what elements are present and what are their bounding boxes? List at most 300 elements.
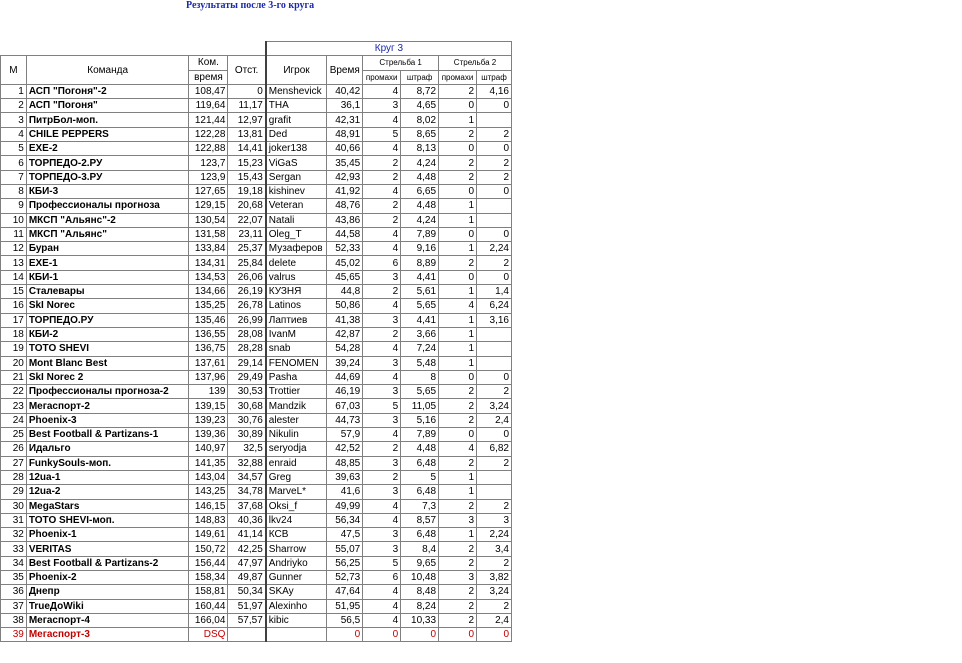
shoot2-misses-cell[interactable]: 0: [439, 428, 477, 442]
time-cell[interactable]: 41,6: [327, 485, 363, 499]
shoot2-misses-cell[interactable]: 4: [439, 299, 477, 313]
place-cell[interactable]: 11: [1, 227, 27, 241]
gap-cell[interactable]: 25,84: [228, 256, 266, 270]
shoot1-misses-cell[interactable]: 4: [363, 428, 401, 442]
shoot2-misses-cell[interactable]: 2: [439, 613, 477, 627]
total-time-cell[interactable]: 140,97: [189, 442, 228, 456]
time-cell[interactable]: 52,73: [327, 570, 363, 584]
player-cell[interactable]: КСВ: [266, 528, 327, 542]
place-cell[interactable]: 31: [1, 513, 27, 527]
gap-cell[interactable]: 50,34: [228, 585, 266, 599]
shoot1-penalty-cell[interactable]: 4,65: [401, 99, 439, 113]
shoot1-misses-cell[interactable]: 3: [363, 99, 401, 113]
shoot2-misses-cell[interactable]: 2: [439, 585, 477, 599]
team-cell[interactable]: Мегаспорт-3: [26, 628, 189, 642]
shoot1-penalty-cell[interactable]: 9,65: [401, 556, 439, 570]
shoot1-misses-cell[interactable]: 3: [363, 385, 401, 399]
shoot1-misses-cell[interactable]: 4: [363, 242, 401, 256]
shoot2-misses-cell[interactable]: 0: [439, 142, 477, 156]
gap-cell[interactable]: 47,97: [228, 556, 266, 570]
total-time-cell[interactable]: 139,15: [189, 399, 228, 413]
time-cell[interactable]: 49,99: [327, 499, 363, 513]
gap-cell[interactable]: 11,17: [228, 99, 266, 113]
place-cell[interactable]: 13: [1, 256, 27, 270]
gap-cell[interactable]: 29,49: [228, 370, 266, 384]
shoot2-penalty-cell[interactable]: 2: [477, 256, 512, 270]
player-cell[interactable]: alester: [266, 413, 327, 427]
time-cell[interactable]: 0: [327, 628, 363, 642]
player-cell[interactable]: Latinos: [266, 299, 327, 313]
player-cell[interactable]: grafit: [266, 113, 327, 127]
shoot2-penalty-cell[interactable]: [477, 327, 512, 341]
shoot1-misses-cell[interactable]: 3: [363, 456, 401, 470]
time-cell[interactable]: 57,9: [327, 428, 363, 442]
shoot1-misses-cell[interactable]: 5: [363, 399, 401, 413]
shoot1-penalty-cell[interactable]: 8,48: [401, 585, 439, 599]
gap-cell[interactable]: 28,28: [228, 342, 266, 356]
shoot2-misses-cell[interactable]: 2: [439, 84, 477, 98]
shoot1-misses-cell[interactable]: 2: [363, 285, 401, 299]
shoot2-misses-cell[interactable]: 2: [439, 385, 477, 399]
shoot1-misses-cell[interactable]: 2: [363, 470, 401, 484]
team-cell[interactable]: Идальго: [26, 442, 189, 456]
team-cell[interactable]: TOTO SHEVI: [26, 342, 189, 356]
total-time-cell[interactable]: 131,58: [189, 227, 228, 241]
player-cell[interactable]: valrus: [266, 270, 327, 284]
time-cell[interactable]: 43,86: [327, 213, 363, 227]
player-cell[interactable]: Veteran: [266, 199, 327, 213]
time-cell[interactable]: 42,93: [327, 170, 363, 184]
place-cell[interactable]: 25: [1, 428, 27, 442]
shoot1-misses-cell[interactable]: 4: [363, 342, 401, 356]
shoot1-penalty-cell[interactable]: 5,16: [401, 413, 439, 427]
place-cell[interactable]: 27: [1, 456, 27, 470]
gap-cell[interactable]: 30,76: [228, 413, 266, 427]
team-cell[interactable]: Phoenix-1: [26, 528, 189, 542]
shoot1-penalty-cell[interactable]: 4,48: [401, 442, 439, 456]
player-cell[interactable]: Sharrow: [266, 542, 327, 556]
shoot2-misses-cell[interactable]: 0: [439, 184, 477, 198]
shoot1-penalty-cell[interactable]: 5,65: [401, 299, 439, 313]
shoot1-penalty-cell[interactable]: 7,89: [401, 227, 439, 241]
shoot2-penalty-cell[interactable]: [477, 485, 512, 499]
gap-cell[interactable]: 15,23: [228, 156, 266, 170]
team-cell[interactable]: МКСП "Альянс": [26, 227, 189, 241]
shoot2-penalty-cell[interactable]: 3,24: [477, 585, 512, 599]
player-cell[interactable]: Gunner: [266, 570, 327, 584]
time-cell[interactable]: 41,92: [327, 184, 363, 198]
shoot2-penalty-cell[interactable]: [477, 470, 512, 484]
total-time-cell[interactable]: 137,61: [189, 356, 228, 370]
shoot2-misses-cell[interactable]: 2: [439, 456, 477, 470]
gap-cell[interactable]: 34,57: [228, 470, 266, 484]
total-time-cell[interactable]: 141,35: [189, 456, 228, 470]
time-cell[interactable]: 45,02: [327, 256, 363, 270]
shoot2-misses-cell[interactable]: 0: [439, 99, 477, 113]
gap-cell[interactable]: 41,14: [228, 528, 266, 542]
time-cell[interactable]: 40,42: [327, 84, 363, 98]
place-cell[interactable]: 19: [1, 342, 27, 356]
place-cell[interactable]: 4: [1, 127, 27, 141]
place-cell[interactable]: 2: [1, 99, 27, 113]
time-cell[interactable]: 44,58: [327, 227, 363, 241]
shoot1-misses-cell[interactable]: 4: [363, 184, 401, 198]
shoot2-misses-cell[interactable]: 1: [439, 485, 477, 499]
shoot2-misses-cell[interactable]: 1: [439, 470, 477, 484]
player-cell[interactable]: lkv24: [266, 513, 327, 527]
gap-cell[interactable]: 26,06: [228, 270, 266, 284]
player-cell[interactable]: Музаферов: [266, 242, 327, 256]
team-cell[interactable]: TrueДоWiki: [26, 599, 189, 613]
player-cell[interactable]: ViGaS: [266, 156, 327, 170]
shoot2-penalty-cell[interactable]: 0: [477, 370, 512, 384]
player-cell[interactable]: Sergan: [266, 170, 327, 184]
place-cell[interactable]: 26: [1, 442, 27, 456]
shoot1-misses-cell[interactable]: 2: [363, 170, 401, 184]
shoot2-misses-cell[interactable]: 2: [439, 256, 477, 270]
team-cell[interactable]: FunkySouls-моп.: [26, 456, 189, 470]
shoot1-penalty-cell[interactable]: 8: [401, 370, 439, 384]
team-cell[interactable]: КБИ-1: [26, 270, 189, 284]
place-cell[interactable]: 18: [1, 327, 27, 341]
player-cell[interactable]: Nikulin: [266, 428, 327, 442]
shoot2-misses-cell[interactable]: 1: [439, 356, 477, 370]
total-time-cell[interactable]: 148,83: [189, 513, 228, 527]
shoot1-penalty-cell[interactable]: 7,89: [401, 428, 439, 442]
team-cell[interactable]: Профессионалы прогноза: [26, 199, 189, 213]
player-cell[interactable]: Pasha: [266, 370, 327, 384]
shoot2-misses-cell[interactable]: 1: [439, 242, 477, 256]
shoot2-misses-cell[interactable]: 0: [439, 370, 477, 384]
shoot2-misses-cell[interactable]: 3: [439, 513, 477, 527]
shoot2-penalty-cell[interactable]: 0: [477, 428, 512, 442]
team-cell[interactable]: ТОРПЕДО-3.РУ: [26, 170, 189, 184]
shoot1-misses-cell[interactable]: 4: [363, 299, 401, 313]
shoot1-penalty-cell[interactable]: 4,24: [401, 213, 439, 227]
team-cell[interactable]: SkI Norec 2: [26, 370, 189, 384]
place-cell[interactable]: 9: [1, 199, 27, 213]
shoot1-misses-cell[interactable]: 4: [363, 142, 401, 156]
team-cell[interactable]: 12ua-2: [26, 485, 189, 499]
shoot1-misses-cell[interactable]: 3: [363, 413, 401, 427]
player-cell[interactable]: FENOMEN: [266, 356, 327, 370]
shoot2-misses-cell[interactable]: 2: [439, 156, 477, 170]
shoot1-misses-cell[interactable]: 2: [363, 156, 401, 170]
gap-cell[interactable]: 15,43: [228, 170, 266, 184]
gap-cell[interactable]: 13,81: [228, 127, 266, 141]
place-cell[interactable]: 21: [1, 370, 27, 384]
team-cell[interactable]: Буран: [26, 242, 189, 256]
shoot1-misses-cell[interactable]: 4: [363, 370, 401, 384]
place-cell[interactable]: 12: [1, 242, 27, 256]
shoot1-penalty-cell[interactable]: 10,33: [401, 613, 439, 627]
team-cell[interactable]: Сталевары: [26, 285, 189, 299]
total-time-cell[interactable]: 134,66: [189, 285, 228, 299]
shoot1-penalty-cell[interactable]: 5: [401, 470, 439, 484]
shoot2-misses-cell[interactable]: 2: [439, 542, 477, 556]
place-cell[interactable]: 39: [1, 628, 27, 642]
team-cell[interactable]: TOTO SHEVI-моп.: [26, 513, 189, 527]
shoot1-misses-cell[interactable]: 4: [363, 84, 401, 98]
gap-cell[interactable]: 40,36: [228, 513, 266, 527]
shoot1-misses-cell[interactable]: 4: [363, 513, 401, 527]
place-cell[interactable]: 17: [1, 313, 27, 327]
gap-cell[interactable]: 49,87: [228, 570, 266, 584]
shoot1-penalty-cell[interactable]: 4,48: [401, 170, 439, 184]
team-cell[interactable]: Best Football & Partizans-1: [26, 428, 189, 442]
shoot2-penalty-cell[interactable]: 0: [477, 270, 512, 284]
total-time-cell[interactable]: 130,54: [189, 213, 228, 227]
place-cell[interactable]: 20: [1, 356, 27, 370]
shoot2-penalty-cell[interactable]: [477, 342, 512, 356]
gap-cell[interactable]: 26,19: [228, 285, 266, 299]
shoot2-penalty-cell[interactable]: 0: [477, 99, 512, 113]
shoot2-misses-cell[interactable]: 2: [439, 399, 477, 413]
shoot1-penalty-cell[interactable]: 11,05: [401, 399, 439, 413]
shoot2-penalty-cell[interactable]: 2,4: [477, 413, 512, 427]
shoot1-penalty-cell[interactable]: 8,57: [401, 513, 439, 527]
shoot1-misses-cell[interactable]: 5: [363, 556, 401, 570]
total-time-cell[interactable]: 119,64: [189, 99, 228, 113]
total-time-cell[interactable]: 156,44: [189, 556, 228, 570]
place-cell[interactable]: 24: [1, 413, 27, 427]
shoot2-misses-cell[interactable]: 1: [439, 327, 477, 341]
total-time-cell[interactable]: 123,7: [189, 156, 228, 170]
shoot1-penalty-cell[interactable]: 6,48: [401, 528, 439, 542]
shoot2-penalty-cell[interactable]: 2: [477, 556, 512, 570]
player-cell[interactable]: SKAy: [266, 585, 327, 599]
gap-cell[interactable]: 42,25: [228, 542, 266, 556]
team-cell[interactable]: VERITAS: [26, 542, 189, 556]
time-cell[interactable]: 48,91: [327, 127, 363, 141]
team-cell[interactable]: Mont Blanc Best: [26, 356, 189, 370]
place-cell[interactable]: 1: [1, 84, 27, 98]
player-cell[interactable]: Alexinho: [266, 599, 327, 613]
player-cell[interactable]: IvanM: [266, 327, 327, 341]
shoot1-misses-cell[interactable]: 4: [363, 599, 401, 613]
shoot1-penalty-cell[interactable]: 5,48: [401, 356, 439, 370]
place-cell[interactable]: 29: [1, 485, 27, 499]
total-time-cell[interactable]: 135,25: [189, 299, 228, 313]
shoot1-penalty-cell[interactable]: 8,4: [401, 542, 439, 556]
shoot1-misses-cell[interactable]: 3: [363, 356, 401, 370]
shoot2-penalty-cell[interactable]: [477, 113, 512, 127]
gap-cell[interactable]: 12,97: [228, 113, 266, 127]
player-cell[interactable]: enraid: [266, 456, 327, 470]
time-cell[interactable]: 42,31: [327, 113, 363, 127]
shoot1-misses-cell[interactable]: 3: [363, 313, 401, 327]
gap-cell[interactable]: 34,78: [228, 485, 266, 499]
player-cell[interactable]: delete: [266, 256, 327, 270]
time-cell[interactable]: 41,38: [327, 313, 363, 327]
shoot2-penalty-cell[interactable]: 3,16: [477, 313, 512, 327]
player-cell[interactable]: Menshevick: [266, 84, 327, 98]
shoot2-misses-cell[interactable]: 1: [439, 213, 477, 227]
time-cell[interactable]: 51,95: [327, 599, 363, 613]
shoot1-penalty-cell[interactable]: 6,65: [401, 184, 439, 198]
shoot1-misses-cell[interactable]: 3: [363, 542, 401, 556]
team-cell[interactable]: АСП "Погоня": [26, 99, 189, 113]
shoot1-penalty-cell[interactable]: 8,72: [401, 84, 439, 98]
shoot1-misses-cell[interactable]: 4: [363, 613, 401, 627]
shoot1-misses-cell[interactable]: 2: [363, 442, 401, 456]
gap-cell[interactable]: 30,53: [228, 385, 266, 399]
shoot2-penalty-cell[interactable]: 6,24: [477, 299, 512, 313]
shoot1-misses-cell[interactable]: 2: [363, 199, 401, 213]
shoot2-misses-cell[interactable]: 1: [439, 342, 477, 356]
gap-cell[interactable]: 26,78: [228, 299, 266, 313]
shoot1-penalty-cell[interactable]: 8,65: [401, 127, 439, 141]
shoot2-penalty-cell[interactable]: 2: [477, 499, 512, 513]
shoot1-misses-cell[interactable]: 5: [363, 127, 401, 141]
total-time-cell[interactable]: 139: [189, 385, 228, 399]
player-cell[interactable]: Ded: [266, 127, 327, 141]
shoot2-penalty-cell[interactable]: 3,4: [477, 542, 512, 556]
total-time-cell[interactable]: 158,81: [189, 585, 228, 599]
team-cell[interactable]: Мегаспорт-4: [26, 613, 189, 627]
gap-cell[interactable]: 32,5: [228, 442, 266, 456]
shoot2-penalty-cell[interactable]: [477, 356, 512, 370]
total-time-cell[interactable]: 134,31: [189, 256, 228, 270]
total-time-cell[interactable]: 139,36: [189, 428, 228, 442]
shoot1-misses-cell[interactable]: 3: [363, 528, 401, 542]
shoot2-penalty-cell[interactable]: 2: [477, 156, 512, 170]
shoot2-penalty-cell[interactable]: 0: [477, 227, 512, 241]
time-cell[interactable]: 56,34: [327, 513, 363, 527]
time-cell[interactable]: 67,03: [327, 399, 363, 413]
place-cell[interactable]: 3: [1, 113, 27, 127]
shoot1-misses-cell[interactable]: 6: [363, 570, 401, 584]
team-cell[interactable]: КБИ-2: [26, 327, 189, 341]
place-cell[interactable]: 6: [1, 156, 27, 170]
total-time-cell[interactable]: 149,61: [189, 528, 228, 542]
shoot2-misses-cell[interactable]: 0: [439, 270, 477, 284]
player-cell[interactable]: Greg: [266, 470, 327, 484]
shoot1-misses-cell[interactable]: 3: [363, 270, 401, 284]
time-cell[interactable]: 48,85: [327, 456, 363, 470]
place-cell[interactable]: 15: [1, 285, 27, 299]
total-time-cell[interactable]: 150,72: [189, 542, 228, 556]
total-time-cell[interactable]: 136,55: [189, 327, 228, 341]
shoot1-misses-cell[interactable]: 0: [363, 628, 401, 642]
time-cell[interactable]: 50,86: [327, 299, 363, 313]
total-time-cell[interactable]: 158,34: [189, 570, 228, 584]
team-cell[interactable]: Мегаспорт-2: [26, 399, 189, 413]
total-time-cell[interactable]: 122,28: [189, 127, 228, 141]
total-time-cell[interactable]: 133,84: [189, 242, 228, 256]
time-cell[interactable]: 44,8: [327, 285, 363, 299]
place-cell[interactable]: 35: [1, 570, 27, 584]
shoot2-penalty-cell[interactable]: 2,4: [477, 613, 512, 627]
team-cell[interactable]: Днепр: [26, 585, 189, 599]
player-cell[interactable]: Andriyko: [266, 556, 327, 570]
gap-cell[interactable]: 23,11: [228, 227, 266, 241]
shoot1-misses-cell[interactable]: 2: [363, 213, 401, 227]
gap-cell[interactable]: 57,57: [228, 613, 266, 627]
place-cell[interactable]: 33: [1, 542, 27, 556]
shoot2-misses-cell[interactable]: 2: [439, 599, 477, 613]
team-cell[interactable]: МКСП "Альянс"-2: [26, 213, 189, 227]
player-cell[interactable]: КУЗНЯ: [266, 285, 327, 299]
shoot1-penalty-cell[interactable]: 8,13: [401, 142, 439, 156]
total-time-cell[interactable]: 129,15: [189, 199, 228, 213]
shoot2-misses-cell[interactable]: 2: [439, 413, 477, 427]
shoot2-misses-cell[interactable]: 2: [439, 556, 477, 570]
shoot2-misses-cell[interactable]: 1: [439, 313, 477, 327]
time-cell[interactable]: 44,73: [327, 413, 363, 427]
shoot1-misses-cell[interactable]: 3: [363, 485, 401, 499]
shoot2-penalty-cell[interactable]: 2: [477, 385, 512, 399]
shoot2-penalty-cell[interactable]: 0: [477, 184, 512, 198]
place-cell[interactable]: 23: [1, 399, 27, 413]
shoot1-penalty-cell[interactable]: 4,41: [401, 313, 439, 327]
total-time-cell[interactable]: 122,88: [189, 142, 228, 156]
place-cell[interactable]: 22: [1, 385, 27, 399]
time-cell[interactable]: 48,76: [327, 199, 363, 213]
gap-cell[interactable]: 26,99: [228, 313, 266, 327]
total-time-cell[interactable]: 136,75: [189, 342, 228, 356]
shoot2-penalty-cell[interactable]: 6,82: [477, 442, 512, 456]
time-cell[interactable]: 44,69: [327, 370, 363, 384]
shoot1-penalty-cell[interactable]: 9,16: [401, 242, 439, 256]
shoot2-misses-cell[interactable]: 4: [439, 442, 477, 456]
shoot1-misses-cell[interactable]: 4: [363, 113, 401, 127]
total-time-cell[interactable]: 146,15: [189, 499, 228, 513]
shoot2-misses-cell[interactable]: 1: [439, 285, 477, 299]
place-cell[interactable]: 16: [1, 299, 27, 313]
shoot2-penalty-cell[interactable]: [477, 199, 512, 213]
team-cell[interactable]: ТОРПЕДО.РУ: [26, 313, 189, 327]
gap-cell[interactable]: 20,68: [228, 199, 266, 213]
gap-cell[interactable]: 28,08: [228, 327, 266, 341]
shoot1-penalty-cell[interactable]: 7,3: [401, 499, 439, 513]
gap-cell[interactable]: 37,68: [228, 499, 266, 513]
shoot2-misses-cell[interactable]: 0: [439, 628, 477, 642]
shoot2-penalty-cell[interactable]: 2: [477, 127, 512, 141]
time-cell[interactable]: 54,28: [327, 342, 363, 356]
total-time-cell[interactable]: 123,9: [189, 170, 228, 184]
shoot2-misses-cell[interactable]: 1: [439, 113, 477, 127]
shoot2-penalty-cell[interactable]: 0: [477, 628, 512, 642]
place-cell[interactable]: 38: [1, 613, 27, 627]
total-time-cell[interactable]: 143,25: [189, 485, 228, 499]
team-cell[interactable]: ТОРПЕДО-2.РУ: [26, 156, 189, 170]
team-cell[interactable]: КБИ-3: [26, 184, 189, 198]
place-cell[interactable]: 14: [1, 270, 27, 284]
shoot1-penalty-cell[interactable]: 3,66: [401, 327, 439, 341]
player-cell[interactable]: kishinev: [266, 184, 327, 198]
time-cell[interactable]: 55,07: [327, 542, 363, 556]
gap-cell[interactable]: 22,07: [228, 213, 266, 227]
shoot1-penalty-cell[interactable]: 6,48: [401, 485, 439, 499]
shoot2-misses-cell[interactable]: 2: [439, 127, 477, 141]
team-cell[interactable]: MegaStars: [26, 499, 189, 513]
player-cell[interactable]: joker138: [266, 142, 327, 156]
total-time-cell[interactable]: 135,46: [189, 313, 228, 327]
place-cell[interactable]: 30: [1, 499, 27, 513]
total-time-cell[interactable]: 139,23: [189, 413, 228, 427]
player-cell[interactable]: THA: [266, 99, 327, 113]
time-cell[interactable]: 40,66: [327, 142, 363, 156]
player-cell[interactable]: Oksi_f: [266, 499, 327, 513]
team-cell[interactable]: АСП "Погоня"-2: [26, 84, 189, 98]
shoot2-misses-cell[interactable]: 1: [439, 199, 477, 213]
shoot1-penalty-cell[interactable]: 8,89: [401, 256, 439, 270]
time-cell[interactable]: 39,63: [327, 470, 363, 484]
place-cell[interactable]: 28: [1, 470, 27, 484]
shoot2-penalty-cell[interactable]: 0: [477, 142, 512, 156]
gap-cell[interactable]: 0: [228, 84, 266, 98]
